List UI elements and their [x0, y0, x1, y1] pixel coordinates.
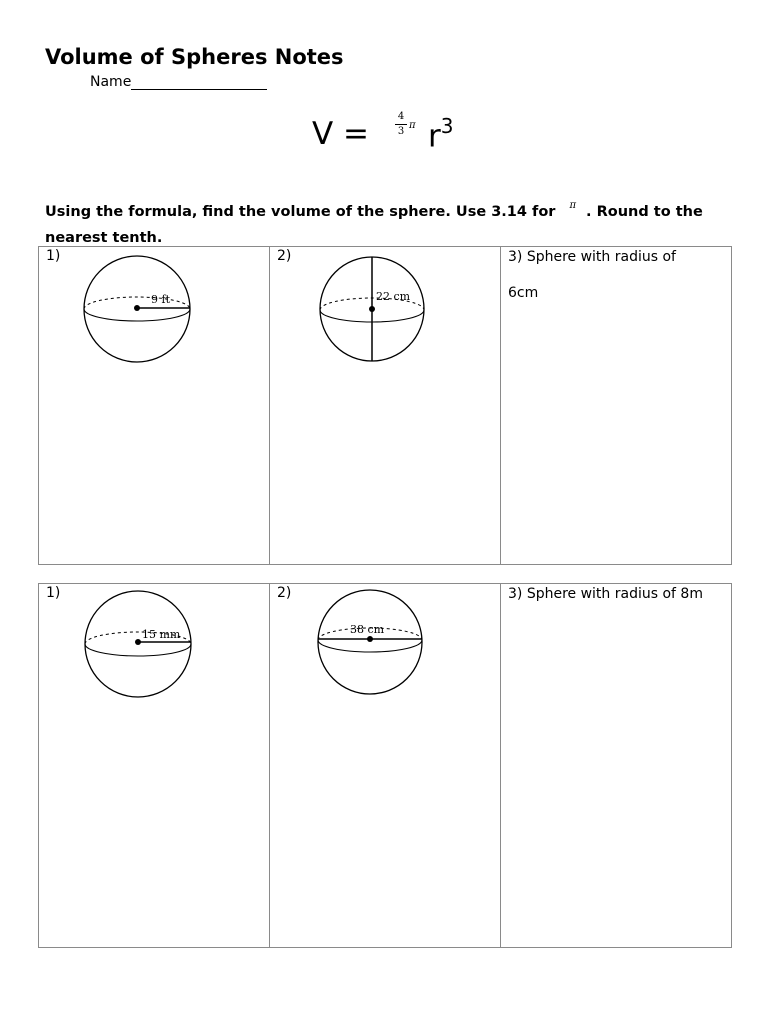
problem-number: 1): [46, 248, 61, 264]
sphere-diagram-radius: [82, 588, 194, 700]
center-point: [369, 306, 375, 312]
problem-table-1: [38, 246, 732, 565]
measure-label: 38 cm: [350, 623, 385, 636]
problem-text: [508, 248, 727, 302]
sphere-equator-front: [85, 644, 191, 656]
measure-label: 15 mm: [142, 628, 181, 641]
problem-cell-1[interactable]: [39, 247, 270, 565]
problem-cell-1[interactable]: [39, 584, 270, 948]
formula-r: r: [428, 118, 441, 155]
problem-text: [508, 585, 727, 603]
problem-text-line2: 6cm: [508, 285, 539, 301]
formula-pi-symbol: π: [409, 120, 416, 131]
problem-number: 2): [277, 585, 292, 601]
fraction-denominator: 3: [397, 126, 405, 137]
problem-text-line1: 3) Sphere with radius of: [508, 249, 676, 265]
formula-fraction: [395, 112, 407, 137]
problem-number: 2): [277, 248, 292, 264]
instructions-part1: Using the formula, find the volume of the sphere. Use 3.14 for: [45, 204, 556, 220]
problem-cell-2[interactable]: [270, 584, 501, 948]
problem-table-2: [38, 583, 732, 948]
instructions-text: [45, 200, 725, 250]
center-point: [367, 636, 373, 642]
sphere-diagram-diameter-horizontal: [314, 586, 426, 698]
name-field: [90, 74, 267, 90]
formula-rhs: [428, 116, 453, 154]
problem-cell-3[interactable]: [501, 247, 732, 565]
sphere-diagram-diameter-vertical: [316, 253, 428, 365]
formula-lhs: V =: [312, 116, 370, 152]
fraction-bar: [395, 124, 407, 125]
problem-cell-2[interactable]: [270, 247, 501, 565]
name-label: Name: [90, 74, 132, 90]
formula-exponent: 3: [440, 114, 454, 138]
center-point: [135, 639, 141, 645]
center-point: [134, 305, 140, 311]
name-blank-line[interactable]: [131, 74, 267, 90]
problem-text-line1: 3) Sphere with radius of 8m: [508, 586, 703, 602]
page-title: Volume of Spheres Notes: [45, 45, 344, 69]
problem-cell-3[interactable]: [501, 584, 732, 948]
sphere-diagram-radius: [81, 253, 193, 365]
measure-label: 9 ft: [151, 293, 170, 306]
measure-label: 22 cm: [376, 290, 411, 303]
instructions-pi-symbol: π: [569, 200, 577, 211]
problem-number: 1): [46, 585, 61, 601]
fraction-numerator: 4: [397, 111, 405, 122]
instructions-part2: . Round to the nearest tenth.: [45, 204, 703, 246]
